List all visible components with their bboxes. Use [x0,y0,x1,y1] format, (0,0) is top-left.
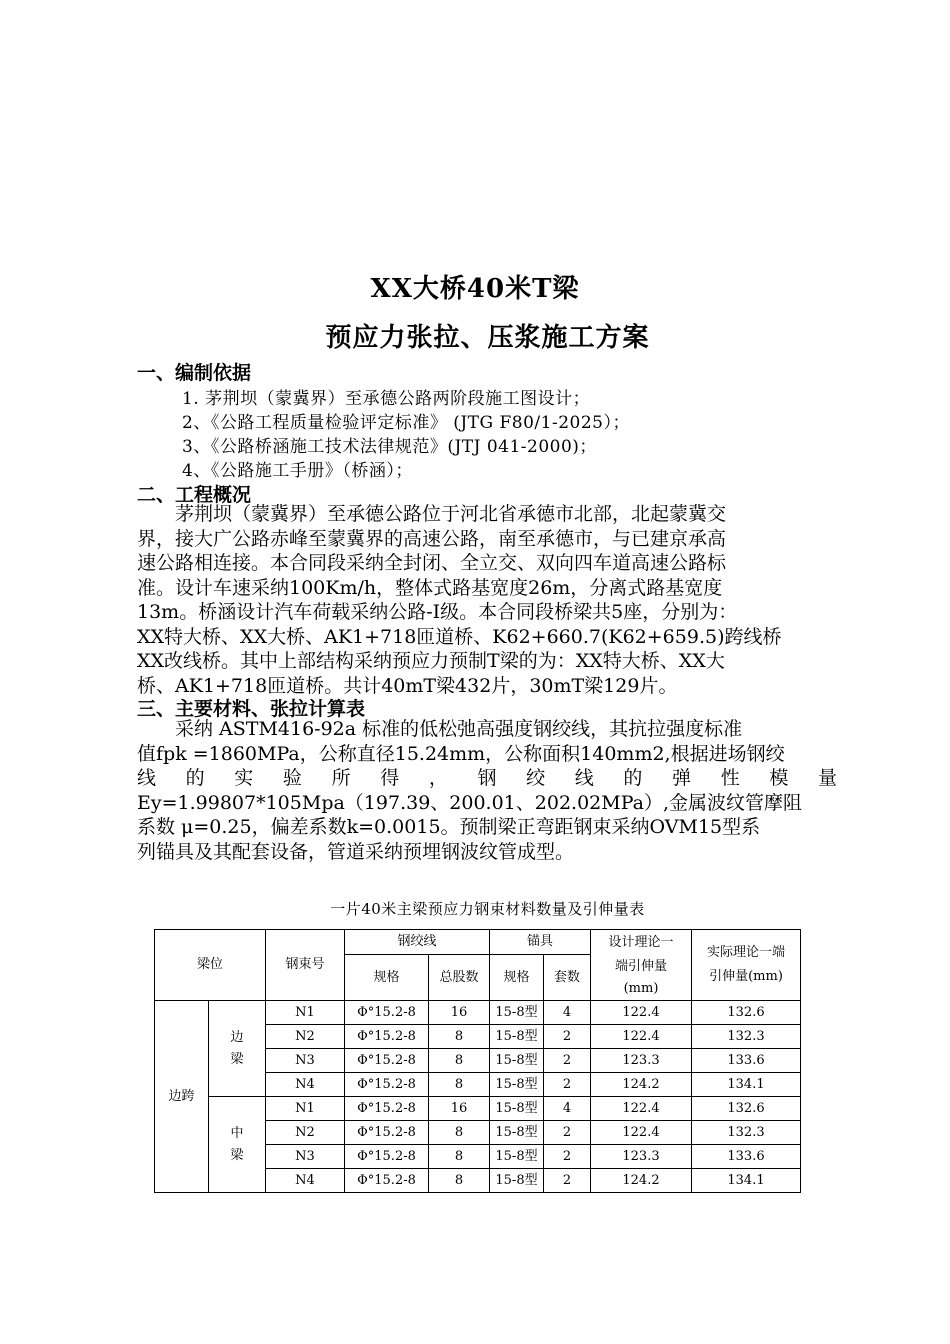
spaced-char: 绞 [526,767,546,789]
cell: 123.3 [591,1049,692,1073]
spaced-char: ， [428,767,448,789]
cell: Φ°15.2-8 [345,1073,429,1097]
cell: 133.6 [692,1049,801,1073]
header-strand-spec: 规格 [345,955,429,1001]
cell: Φ°15.2-8 [345,1001,429,1025]
cell: 15-8型 [490,1025,544,1049]
cell: N4 [266,1073,345,1097]
materials-line: 值fpk =1860MPa，公称直径15.24mm，公称面积140mm2,根据进场钢绞 [137,742,785,765]
cell: 124.2 [591,1169,692,1193]
overview-line: 准。设计车速采纳100Km/h，整体式路基宽度26m，分离式路基宽度 [137,576,723,599]
table-row [155,1001,801,1025]
cell: 2 [544,1049,591,1073]
spaced-char: 的 [623,767,643,789]
cell: 4 [544,1097,591,1121]
cell: 15-8型 [490,1049,544,1073]
cell: 122.4 [591,1001,692,1025]
header-design-elongation-line: (mm) [623,981,659,996]
section2-heading: 二、工程概况 [137,484,252,506]
group-label-char: 梁 [230,1147,244,1163]
cell: 4 [544,1001,591,1025]
cell: 132.6 [692,1097,801,1121]
cell: 15-8型 [490,1097,544,1121]
cell: Φ°15.2-8 [345,1145,429,1169]
cell: 2 [544,1169,591,1193]
materials-line: Ey=1.99807*105Mpa（197.39、200.01、202.02MPa）,金属波纹管摩阻 [137,791,803,814]
cell: 8 [429,1025,490,1049]
cell: 8 [429,1169,490,1193]
cell: 15-8型 [490,1145,544,1169]
cell: 134.1 [692,1169,801,1193]
cell: 122.4 [591,1025,692,1049]
spaced-char: 验 [282,767,302,789]
header-design-elongation-line: 设计理论一 [608,935,674,950]
cell: 123.3 [591,1145,692,1169]
spaced-char: 线 [574,767,594,789]
header-sets: 套数 [544,955,591,1001]
cell: N1 [266,1001,345,1025]
doc-title-line2: 预应力张拉、压浆施工方案 [325,323,650,353]
materials-line: 系数 μ=0.25，偏差系数k=0.0015。预制梁正弯距钢束采纳OVM15型系 [137,816,761,838]
header-anchor-spec: 规格 [490,955,544,1001]
section1-heading: 一、编制依据 [137,362,252,384]
reference-item-2: 2、《公路工程质量检验评定标准》 (JTG F80/1-2025）； [182,413,630,433]
cell: 2 [544,1121,591,1145]
group-label-char: 边 [230,1029,244,1045]
cell: 2 [544,1025,591,1049]
cell: Φ°15.2-8 [345,1121,429,1145]
cell: 133.6 [692,1145,801,1169]
doc-title-line1: XX大桥40米T梁 [370,274,580,304]
spaced-char: 性 [720,767,740,789]
header-design-elongation-line: 端引伸量 [614,959,667,974]
cell: 2 [544,1073,591,1097]
cell: N3 [266,1049,345,1073]
cell: 15-8型 [490,1121,544,1145]
table-caption: 一片40米主梁预应力钢束材料数量及引伸量表 [330,900,645,918]
group-label-edge [209,1001,266,1097]
spaced-char: 钢 [477,767,497,789]
header-anchor: 锚具 [490,930,591,955]
header-design-elongation [591,930,692,1001]
group-label-char: 梁 [230,1051,244,1067]
materials-line: 列锚具及其配套设备，管道采纳预埋钢波纹管成型。 [137,840,575,863]
spaced-char: 得 [380,767,400,789]
cell: N2 [266,1121,345,1145]
cell: 8 [429,1073,490,1097]
cell: 134.1 [692,1073,801,1097]
header-total-strands: 总股数 [429,955,490,1001]
overview-line: 速公路相连接。本合同段采纳全封闭、全立交、双向四车道高速公路标 [137,552,727,574]
spaced-char: 弹 [672,767,692,789]
materials-spaced-line [137,766,837,791]
cell: 16 [429,1097,490,1121]
cell: 15-8型 [490,1073,544,1097]
reference-item-4: 4、《公路施工手册》（桥涵）； [182,461,413,481]
cell: N1 [266,1097,345,1121]
reference-item-3: 3、《公路桥涵施工技术法律规范》(JTJ 041-2000)； [182,437,597,457]
overview-paragraph [137,502,837,698]
cell: 16 [429,1001,490,1025]
cell: 122.4 [591,1097,692,1121]
cell: 8 [429,1049,490,1073]
section3-heading: 三、主要材料、张拉计算表 [137,698,366,720]
overview-line: 茅荆坝（蒙冀界）至承德公路位于河北省承德市北部，北起蒙冀交 [137,503,727,525]
cell: 132.3 [692,1121,801,1145]
overview-line: XX特大桥、XX大桥、AK1+718匝道桥、K62+660.7(K62+659.5)跨线桥 [137,625,782,648]
spaced-char: 所 [331,767,351,789]
overview-line: 界，接大广公路赤峰至蒙冀界的高速公路，南至承德市，与已建京承高 [137,527,727,550]
overview-line: 桥、AK1+718匝道桥。共计40mT梁432片，30mT梁129片。 [137,674,678,697]
cell: Φ°15.2-8 [345,1169,429,1193]
cell: 132.6 [692,1001,801,1025]
overview-line: XX改线桥。其中上部结构采纳预应力预制T梁的为：XX特大桥、XX大 [137,650,725,672]
cell: 8 [429,1121,490,1145]
overview-line: 13m。桥涵设计汽车荷载采纳公路-Ⅰ级。本合同段桥梁共5座，分别为： [137,601,738,623]
header-actual-elongation-line: 实际理论一端 [706,945,785,960]
materials-paragraph [137,717,837,864]
header-bundle-no: 钢束号 [266,930,345,1001]
header-actual-elongation [692,930,801,1001]
spaced-char: 的 [185,767,205,789]
cell: N3 [266,1145,345,1169]
group-label-char: 中 [230,1125,244,1141]
cell: N2 [266,1025,345,1049]
cell: 2 [544,1145,591,1169]
cell: 132.3 [692,1025,801,1049]
cell: 122.4 [591,1121,692,1145]
header-position: 梁位 [155,930,266,1001]
header-strand: 钢绞线 [345,930,490,955]
spaced-char: 量 [817,767,837,789]
cell: 124.2 [591,1073,692,1097]
cell: 15-8型 [490,1169,544,1193]
spaced-char: 线 [137,767,157,789]
spaced-char: 模 [769,767,789,789]
span-label: 边跨 [155,1001,209,1193]
reference-item-1: 1. 茅荆坝（蒙冀界）至承德公路两阶段施工图设计； [182,389,591,409]
table-row [155,1097,801,1121]
group-label-middle [209,1097,266,1193]
cell: 8 [429,1145,490,1169]
prestress-table [154,929,801,1193]
cell: Φ°15.2-8 [345,1025,429,1049]
cell: Φ°15.2-8 [345,1049,429,1073]
cell: 15-8型 [490,1001,544,1025]
spaced-char: 实 [234,767,254,789]
materials-line: 采纳 ASTM416-92a 标准的低松弛高强度钢绞线，其抗拉强度标准 [137,718,743,740]
cell: Φ°15.2-8 [345,1097,429,1121]
header-actual-elongation-line: 引伸量(mm) [709,969,783,984]
cell: N4 [266,1169,345,1193]
